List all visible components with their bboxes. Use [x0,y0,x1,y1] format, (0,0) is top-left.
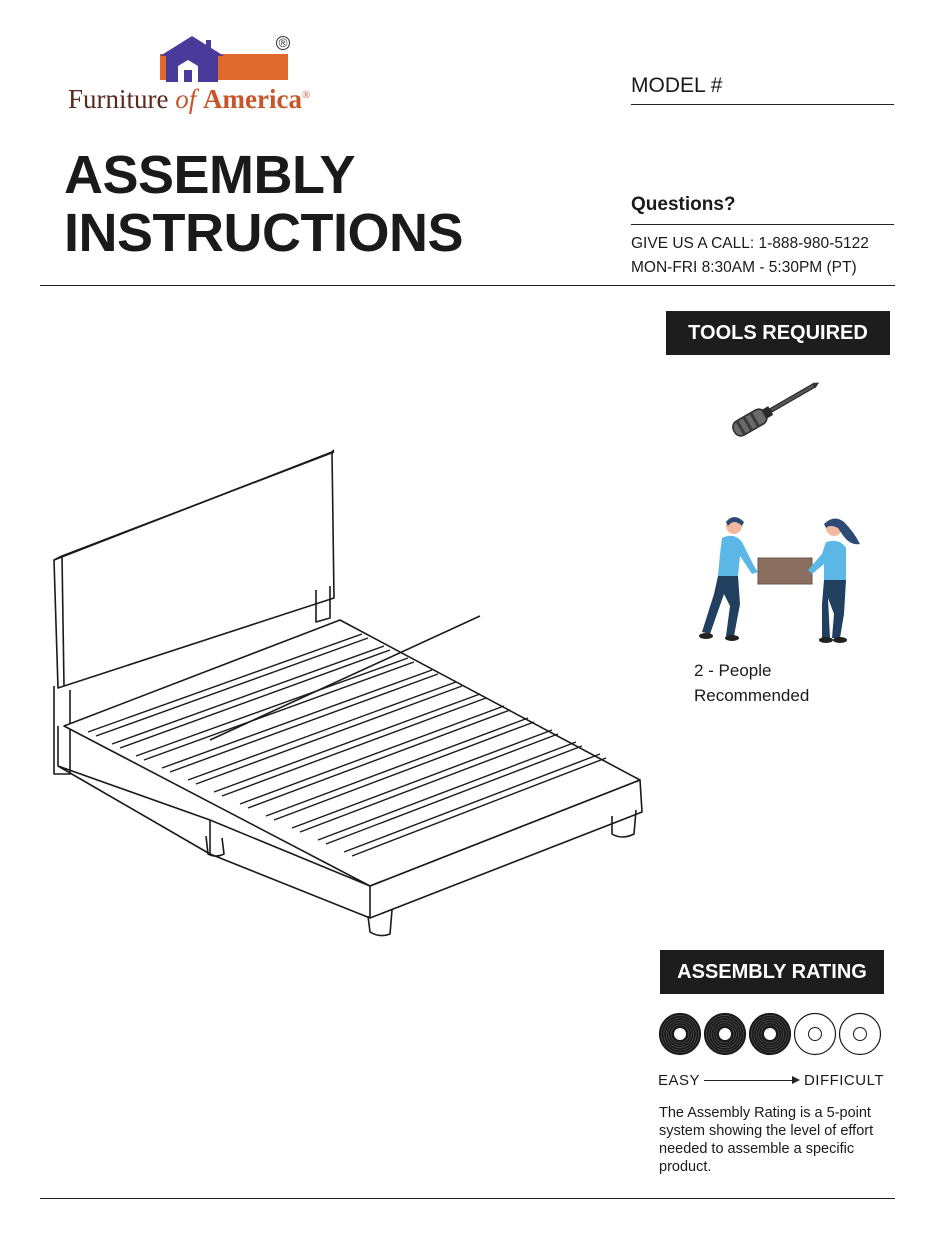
screwdriver-icon [720,372,830,444]
easy-label: EASY [658,1072,701,1089]
people-count: 2 - People [694,661,772,680]
two-people-carrying-box-icon [694,514,866,644]
people-recommendation [694,658,809,708]
brand-name-part1: Furniture [68,84,176,114]
house-logo-icon [60,30,300,90]
rating-dot-empty [793,1012,837,1056]
difficulty-scale [658,1072,884,1090]
platform-bed-illustration [40,440,660,940]
rating-dot-empty [838,1012,882,1056]
rating-dot-filled [748,1012,792,1056]
people-recommended: Recommended [694,686,810,705]
brand-name-part2: of [175,84,204,114]
model-field-line [631,104,894,105]
arrow-head-icon [792,1076,800,1084]
rating-description: The Assembly Rating is a 5-point system showing the level of effort needed to assemble a specific product. [659,1105,874,1175]
tools-required-label: TOOLS REQUIRED [666,311,890,355]
title-line1: ASSEMBLY [64,145,356,205]
model-label: MODEL # [631,74,723,97]
questions-heading: Questions? [631,194,736,215]
difficult-label: DIFFICULT [803,1072,884,1089]
phone-text: GIVE US A CALL: 1-888-980-5122 [631,235,869,252]
rating-dot-filled [658,1012,702,1056]
divider [631,224,894,225]
hours-text: MON-FRI 8:30AM - 5:30PM (PT) [631,259,857,276]
assembly-rating-label: ASSEMBLY RATING [660,950,884,994]
divider [40,285,895,286]
brand-logo [60,30,360,120]
rating-dot-filled [703,1012,747,1056]
divider [40,1198,895,1199]
brand-name [68,84,310,115]
title-line2: INSTRUCTIONS [64,203,463,263]
page-title [64,146,463,262]
assembly-rating-dots [658,1012,884,1058]
arrow-icon [704,1080,794,1081]
registered-mark: ® [276,36,290,50]
brand-registered-mark: ® [301,89,311,101]
brand-name-part3: America [203,84,302,114]
